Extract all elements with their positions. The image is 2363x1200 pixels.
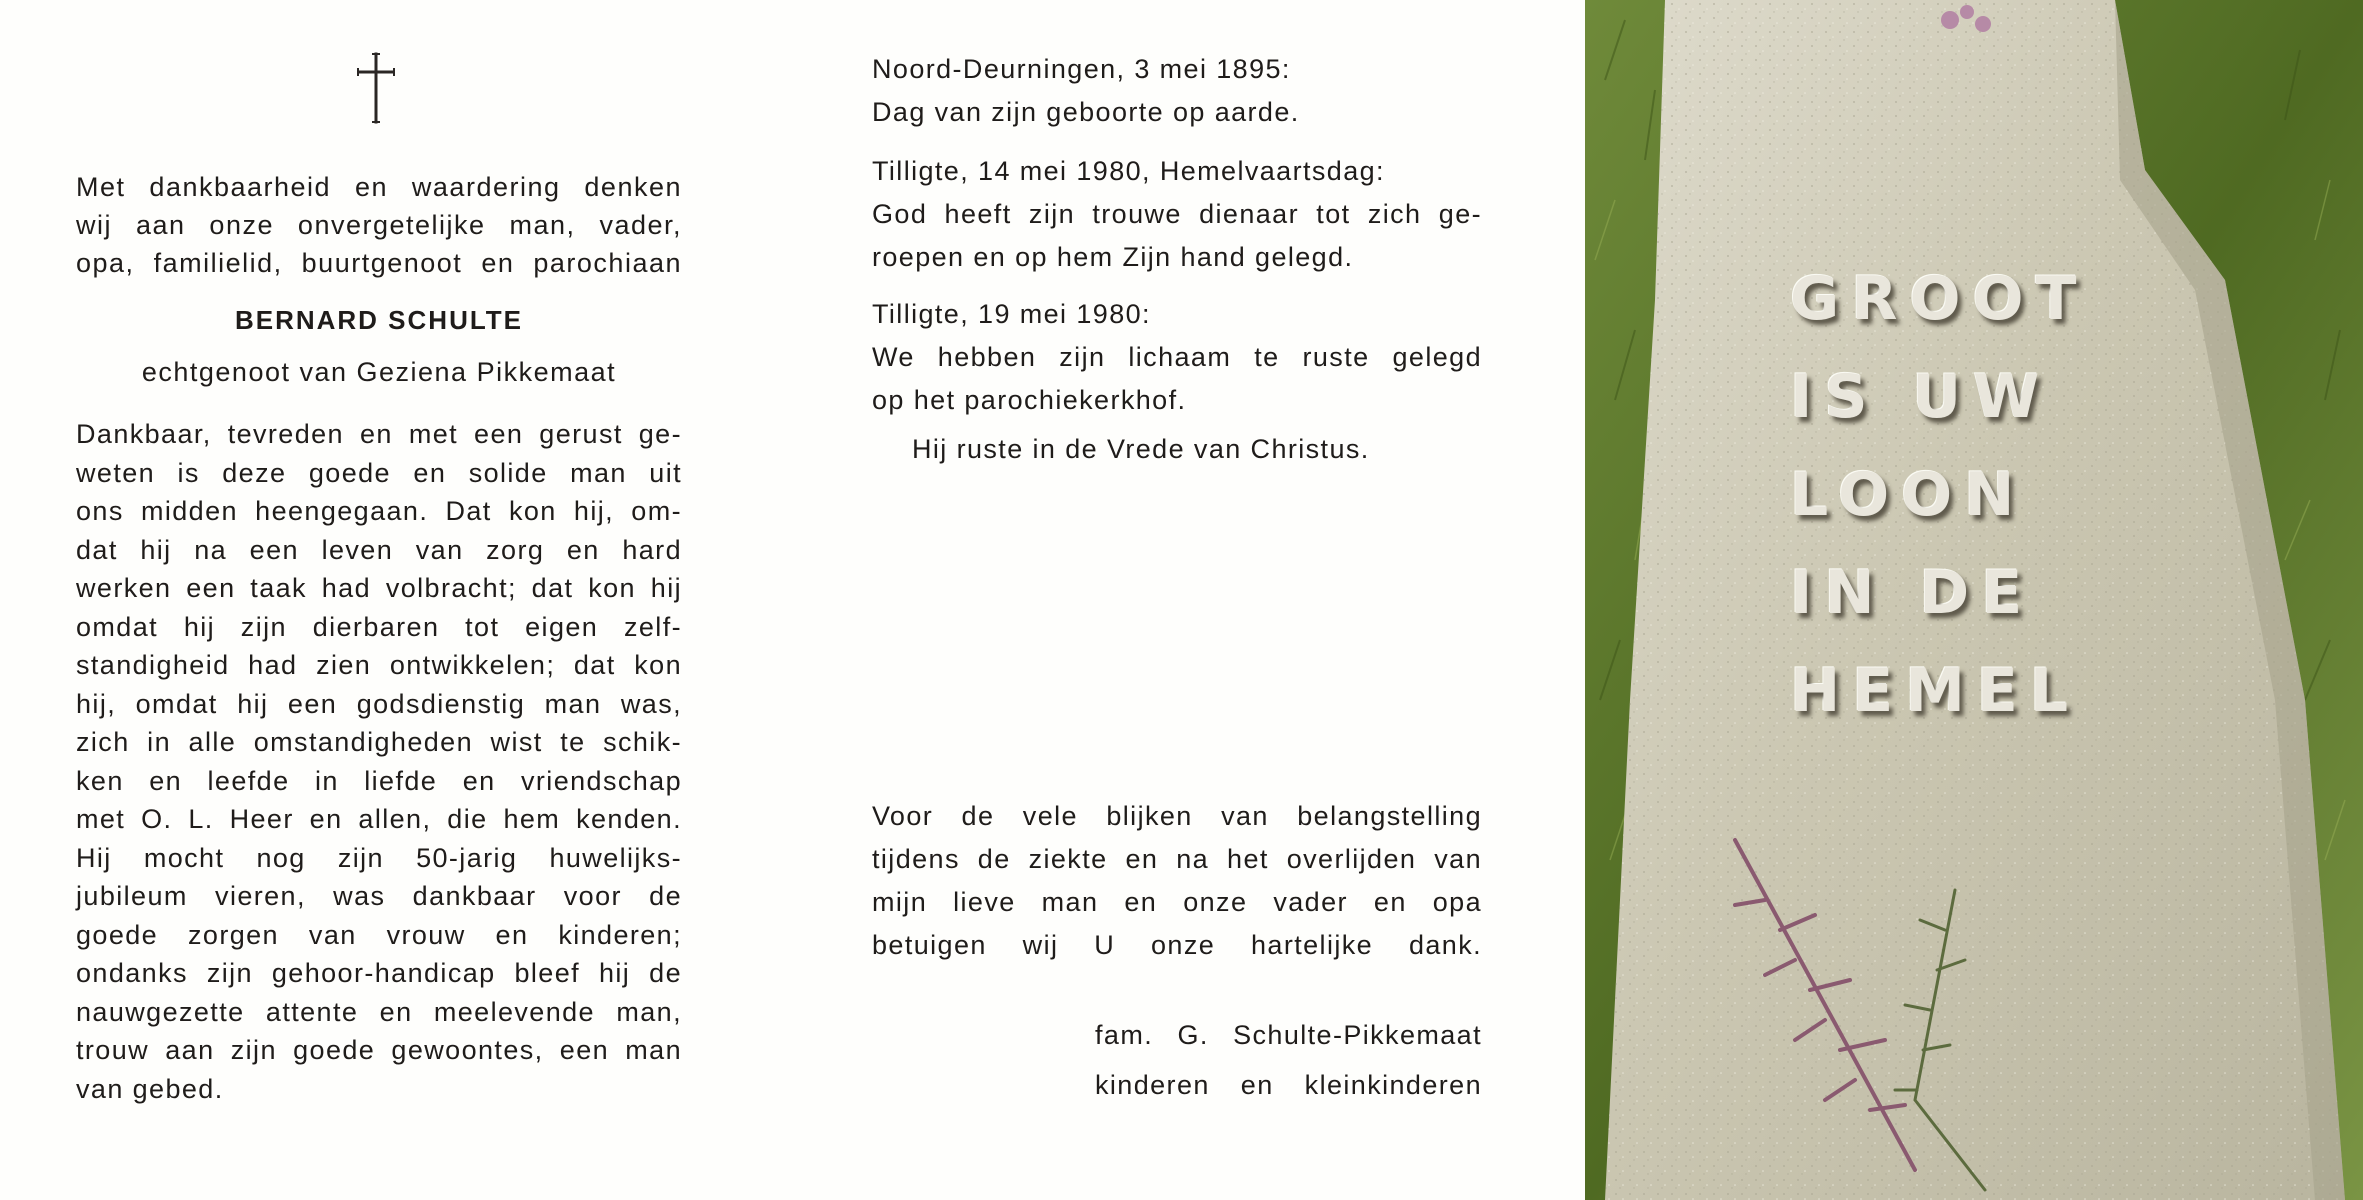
death-date-line: Tilligte, 14 mei 1980, Hemelvaartsdag: — [872, 156, 1385, 186]
death-block — [872, 150, 1482, 279]
death-text-line: roepen en op hem Zijn hand gelegd. — [872, 242, 1354, 272]
inscription-line: LOON — [1790, 460, 2027, 530]
thanks-line: mijn lieve man en onze vader en opa — [872, 887, 1482, 917]
inscription-line: HEMEL — [1790, 656, 2081, 726]
left-panel — [0, 0, 780, 1200]
burial-block — [872, 293, 1482, 422]
thanks-line: Voor de vele blijken van belangstelling — [872, 801, 1482, 831]
inscription-line: IN DE — [1790, 558, 2035, 628]
tribute-line: hij, omdat hij een godsdienstig man was, — [76, 688, 682, 719]
death-text-line: God heeft zijn trouwe dienaar tot zich ge- — [872, 199, 1482, 229]
deceased-name: BERNARD SCHULTE — [234, 305, 524, 335]
peace-line: Hij ruste in de Vrede van Christus. — [912, 434, 1370, 464]
spouse-line: echtgenoot van Geziena Pikkemaat — [141, 357, 617, 387]
tribute-line: ondanks zijn gehoor-handicap bleef hij de — [76, 958, 682, 988]
intro-line: Met dankbaarheid en waardering denken — [76, 172, 682, 202]
gravestone-photo — [1585, 0, 2363, 1200]
tribute-line: dat hij na een leven van zorg en hard — [76, 534, 682, 565]
tribute-line: standigheid had zien ontwikkelen; dat kon — [76, 650, 682, 680]
tribute-line: Hij mocht nog zijn 50-jarig huwelijks- — [76, 842, 682, 873]
signature-line: kinderen en kleinkinderen — [1095, 1070, 1482, 1100]
intro-line: opa, familielid, buurtgenoot en parochiaan — [76, 248, 682, 278]
tribute-line: nauwgezette attente en meelevende man, — [76, 996, 682, 1027]
tribute-text — [76, 415, 682, 1108]
tribute-line: trouw aan zijn goede gewoontes, een man — [76, 1035, 682, 1065]
burial-text-line: We hebben zijn lichaam te ruste gelegd — [872, 342, 1482, 372]
tribute-line: ken en leefde in liefde en vriendschap — [76, 765, 682, 796]
tribute-line: zich in alle omstandigheden wist te schik- — [76, 727, 682, 757]
middle-panel — [780, 0, 1585, 1200]
thanks-text — [872, 795, 1482, 967]
tribute-line: werken een taak had volbracht; dat kon hij — [76, 573, 682, 603]
tribute-line: weten is deze goede en solide man uit — [76, 457, 682, 488]
latin-cross-icon — [354, 52, 398, 124]
thanks-line: tijdens de ziekte en na het overlijden van — [872, 844, 1482, 874]
burial-date-line: Tilligte, 19 mei 1980: — [872, 299, 1151, 329]
tribute-line: jubileum vieren, was dankbaar voor de — [76, 881, 682, 911]
tribute-line: met O. L. Heer en allen, die hem kenden. — [76, 804, 682, 834]
burial-text-line: op het parochiekerkhof. — [872, 385, 1187, 415]
tribute-line: omdat hij zijn dierbaren tot eigen zelf- — [76, 611, 682, 642]
intro-text — [76, 168, 682, 282]
tribute-line: goede zorgen van vrouw en kinderen; — [76, 919, 682, 950]
signature — [1095, 1010, 1482, 1110]
tribute-line: ons midden heengegaan. Dat kon hij, om- — [76, 496, 682, 526]
signature-line: fam. G. Schulte-Pikkemaat — [1095, 1020, 1482, 1050]
inscription-line: GROOT — [1790, 264, 2089, 334]
tribute-line: van gebed. — [76, 1073, 224, 1104]
thanks-line: betuigen wij U onze hartelijke dank. — [872, 930, 1482, 960]
stone-inscription — [1790, 250, 2150, 740]
birth-text-line: Dag van zijn geboorte op aarde. — [872, 97, 1300, 127]
tribute-line: Dankbaar, tevreden en met een gerust ge- — [76, 419, 682, 449]
birth-date-line: Noord-Deurningen, 3 mei 1895: — [872, 54, 1291, 84]
intro-line: wij aan onze onvergetelijke man, vader, — [76, 210, 682, 240]
birth-block — [872, 48, 1482, 134]
inscription-line: IS UW — [1790, 362, 2052, 432]
